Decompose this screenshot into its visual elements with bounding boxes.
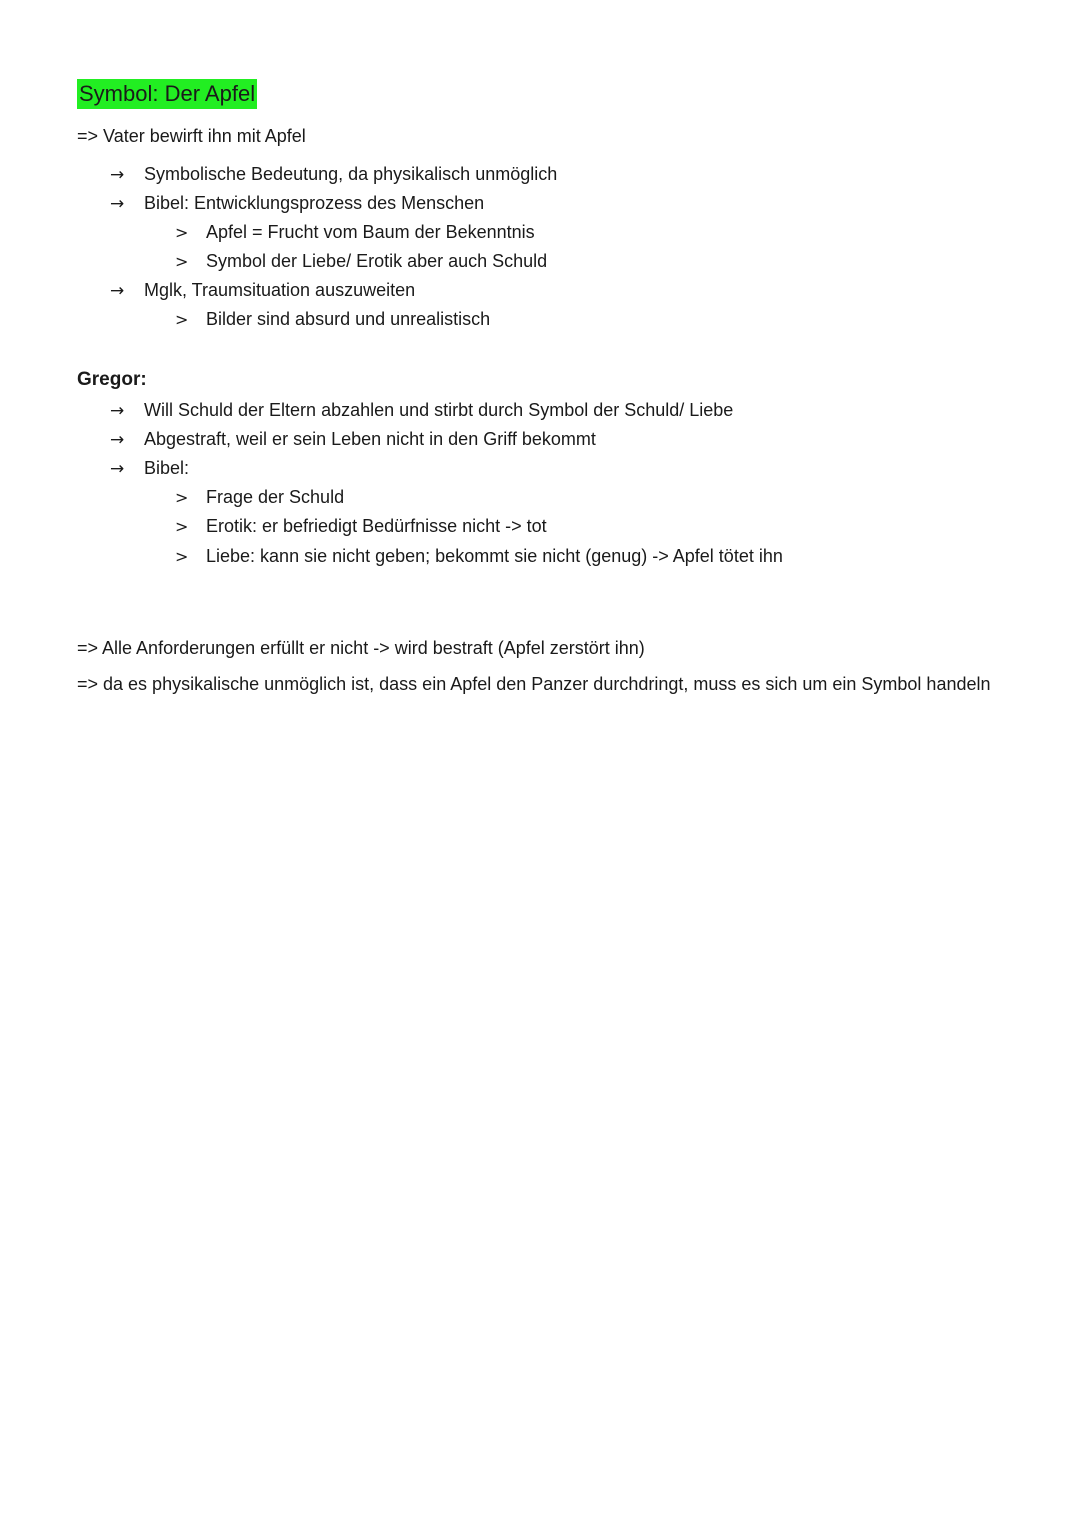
- chevron-right-icon: >: [175, 223, 189, 242]
- list-item-text: Symbolische Bedeutung, da physikalisch unmöglich: [144, 164, 558, 184]
- sub-list-item-text: Symbol der Liebe/ Erotik aber auch Schuld: [206, 251, 548, 271]
- sub-list-item-text: Bilder sind absurd und unrealistisch: [206, 309, 491, 329]
- list-item-text: Bibel:: [144, 458, 190, 478]
- sub-list-item: [175, 486, 344, 509]
- list-item: [110, 279, 415, 302]
- chevron-right-icon: >: [175, 488, 189, 507]
- arrow-icon: →: [110, 281, 125, 301]
- sub-list-item: [175, 308, 490, 331]
- sub-list-item: [175, 515, 547, 538]
- list-item: [110, 192, 484, 215]
- arrow-icon: →: [110, 165, 125, 185]
- conclusion-line: => da es physikalische unmöglich ist, dass ein Apfel den Panzer durchdringt, muss es sich um ein Symbol handeln: [77, 674, 991, 694]
- intro-line: => Vater bewirft ihn mit Apfel: [77, 126, 306, 146]
- sub-list-item-text: Frage der Schuld: [206, 487, 345, 507]
- list-item: [110, 457, 189, 480]
- sub-list-item-text: Erotik: er befriedigt Bedürfnisse nicht -> tot: [206, 516, 547, 536]
- sub-list-item: [175, 545, 783, 568]
- chevron-right-icon: >: [175, 310, 189, 329]
- sub-list-item-text: Liebe: kann sie nicht geben; bekommt sie nicht (genug) -> Apfel tötet ihn: [206, 546, 783, 566]
- arrow-icon: →: [110, 430, 125, 450]
- sub-list-item: [175, 250, 547, 273]
- arrow-icon: →: [110, 401, 125, 421]
- sub-list-item-text: Apfel = Frucht vom Baum der Bekenntnis: [206, 222, 535, 242]
- chevron-right-icon: >: [175, 547, 189, 566]
- chevron-right-icon: >: [175, 252, 189, 271]
- conclusion-line: => Alle Anforderungen erfüllt er nicht -> wird bestraft (Apfel zerstört ihn): [77, 638, 645, 658]
- list-item-text: Bibel: Entwicklungsprozess des Menschen: [144, 193, 485, 213]
- list-item: [110, 163, 557, 186]
- arrow-icon: →: [110, 194, 125, 214]
- list-item-text: Mglk, Traumsituation auszuweiten: [144, 280, 416, 300]
- list-item-text: Abgestraft, weil er sein Leben nicht in den Griff bekommt: [144, 429, 596, 449]
- section-heading: Gregor:: [77, 369, 147, 390]
- chevron-right-icon: >: [175, 517, 189, 536]
- sub-list-item: [175, 221, 535, 244]
- arrow-icon: →: [110, 459, 125, 479]
- list-item: [110, 428, 596, 451]
- list-item: [110, 399, 733, 422]
- section-title: Symbol: Der Apfel: [77, 79, 257, 109]
- list-item-text: Will Schuld der Eltern abzahlen und stirbt durch Symbol der Schuld/ Liebe: [144, 400, 734, 420]
